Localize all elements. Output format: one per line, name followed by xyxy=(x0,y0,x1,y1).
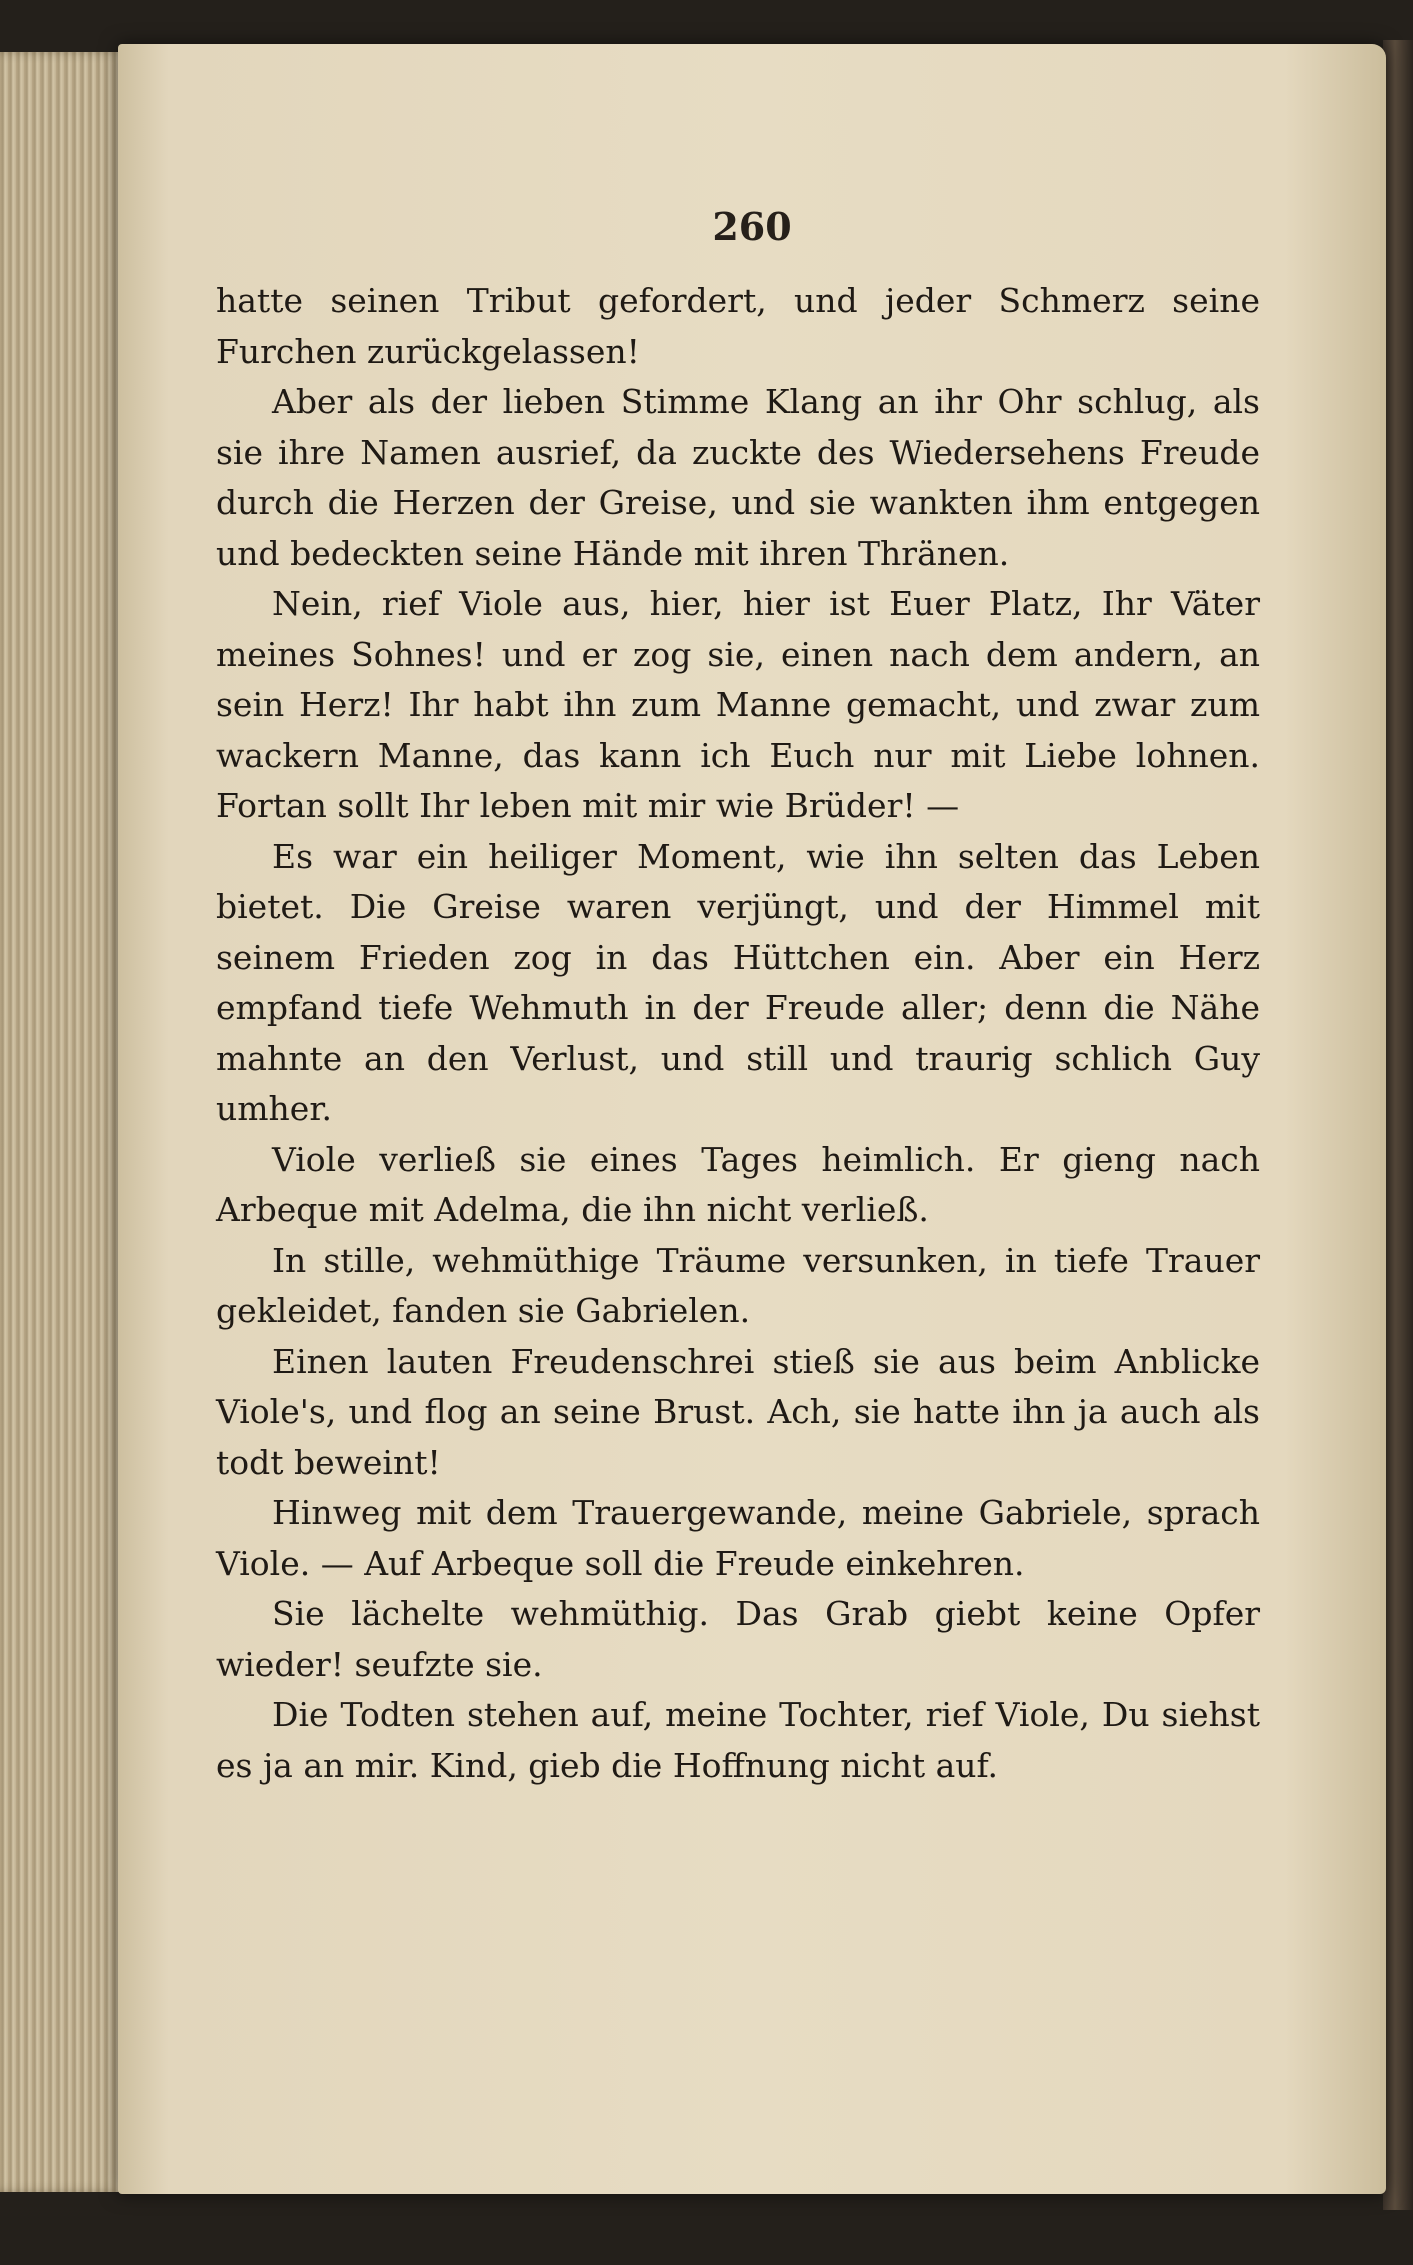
paragraph: hatte seinen Tribut gefordert, und jeder Schmerz seine Furchen zurückgelassen! xyxy=(216,281,1260,371)
paragraph: Hinweg mit dem Trauergewande, meine Gabriele, sprach Viole. — Auf Arbeque soll die Freude einkehren. xyxy=(216,1493,1260,1583)
paragraph: Einen lauten Freudenschrei stieß sie aus beim Anblicke Viole's, und flog an seine Brust. Ach, sie hatte ihn ja auch als todt beweint! xyxy=(216,1341,1260,1482)
paragraph: Nein, rief Viole aus, hier, hier ist Euer Platz, Ihr Väter meines Sohnes! und er zog sie, einen nach dem andern, an sein Herz! Ihr habt ihn zum Manne gemacht, und zwar zum wackern Manne, das kann ich Euch nur mit Liebe lohnen. Fortan sollt Ihr leben mit mir wie Brüder! — xyxy=(216,584,1260,825)
paragraph: Viole verließ sie eines Tages heimlich. Er gieng nach Arbeque mit Adelma, die ihn nicht verließ. xyxy=(216,1139,1260,1229)
paragraph: Die Todten stehen auf, meine Tochter, rief Viole, Du siehst es ja an mir. Kind, gieb die Hoffnung nicht auf. xyxy=(216,1695,1260,1785)
book-cover-edge xyxy=(1383,40,1413,2210)
paragraph: In stille, wehmüthige Träume versunken, in tiefe Trauer gekleidet, fanden sie Gabrielen. xyxy=(216,1240,1260,1330)
paragraph: Es war ein heiliger Moment, wie ihn selten das Leben bietet. Die Greise waren verjüngt, und der Himmel mit seinem Frieden zog in das Hüttchen ein. Aber ein Herz empfand tiefe Wehmuth in der Freude aller; denn die Nähe mahnte an den Verlust, und still und traurig schlich Guy umher. xyxy=(216,836,1260,1128)
paragraph: Aber als der lieben Stimme Klang an ihr Ohr schlug, als sie ihre Namen ausrief, da zuckte des Wiedersehens Freude durch die Herzen der Greise, und sie wankten ihm entgegen und bedeckten seine Hände mit ihren Thränen. xyxy=(216,382,1260,573)
paragraph: Sie lächelte wehmüthig. Das Grab giebt keine Opfer wieder! seufzte sie. xyxy=(216,1594,1260,1684)
page-text xyxy=(216,276,1260,1791)
page-number: 260 xyxy=(712,204,792,249)
page-stack-edge xyxy=(0,52,132,2192)
